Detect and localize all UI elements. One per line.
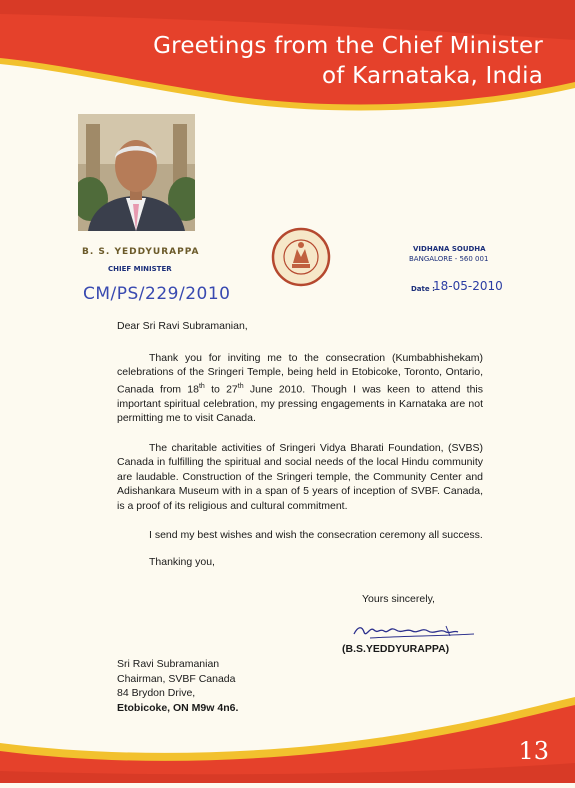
header-title-line1: Greetings from the Chief Minister xyxy=(153,33,543,59)
paragraph-2: The charitable activities of Sringeri Vidya Bharati Foundation, (SVBS) Canada in fulfilling the spiritual and social needs of the local Hindu community are laudable. Construction of the Sringeri temple, the Community Center and Adishankara Museum with in a span of 5 years of inception of SVBF. Canada, is a proof of its religious and cultural commitment. xyxy=(117,441,483,512)
paragraph-1-sup-1: th xyxy=(198,382,205,390)
paragraph-1-text-c: June 2010. Though I was keen to attend this important spiritual celebration, my pressing engagements in Karnataka are not permitting me to visit Canada. xyxy=(117,383,483,424)
paragraph-1-text-a: Thank you for inviting me to the consecration (Kumbabhishekam) celebrations of the Sringeri Temple, being held in Etobicoke, Toronto, Ontario, Canada from 18 xyxy=(117,351,483,395)
handwritten-signature xyxy=(350,620,480,645)
recipient-line4: Etobicoke, ON M9w 4n6. xyxy=(117,701,239,714)
closing: Yours sincerely, xyxy=(362,593,435,605)
letter-body xyxy=(117,319,483,569)
sender-title: CHIEF MINISTER xyxy=(108,265,172,273)
chief-minister-photo xyxy=(78,114,195,231)
salutation: Dear Sri Ravi Subramanian, xyxy=(117,320,248,332)
date-value: 18-05-2010 xyxy=(433,279,503,293)
thanks-line: Thanking you, xyxy=(149,555,215,568)
footer-banner xyxy=(0,683,575,783)
paragraph-1-sup-2: th xyxy=(237,382,244,390)
reference-number: CM/PS/229/2010 xyxy=(83,284,231,304)
sender-name: B. S. YEDDYURAPPA xyxy=(82,247,200,257)
recipient-line1: Sri Ravi Subramanian xyxy=(117,658,220,670)
date-label: Date : xyxy=(411,285,435,293)
recipient-line2: Chairman, SVBF Canada xyxy=(117,672,236,685)
page-number: 13 xyxy=(518,737,549,765)
recipient-line3: 84 Brydon Drive, xyxy=(117,687,196,699)
paragraph-1-text-b: to 27 xyxy=(204,383,238,395)
header-title-line2: of Karnataka, India xyxy=(322,63,543,89)
government-seal-icon xyxy=(271,227,331,287)
address-line1: VIDHANA SOUDHA xyxy=(413,245,486,253)
paragraph-1 xyxy=(117,351,483,426)
header-banner xyxy=(0,0,575,130)
footer-wave-graphic xyxy=(0,683,575,783)
signer-name: (B.S.YEDDYURAPPA) xyxy=(342,643,450,655)
paragraph-3: I send my best wishes and wish the consecration ceremony all success. xyxy=(149,529,483,541)
address-line2: BANGALORE - 560 001 xyxy=(409,255,489,263)
